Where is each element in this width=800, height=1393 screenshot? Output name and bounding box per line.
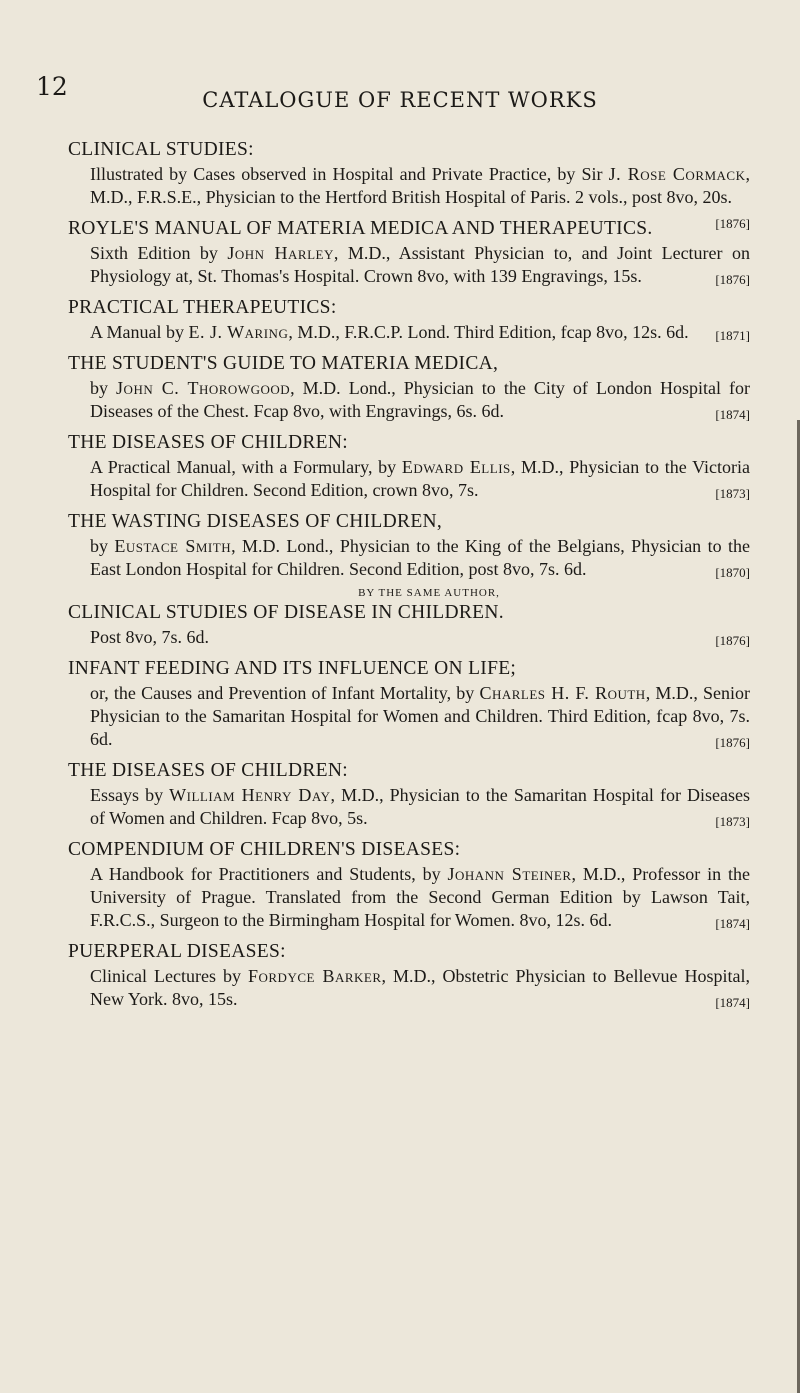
catalogue-entry — [68, 757, 750, 830]
entry-text: Essays by — [90, 785, 170, 805]
entry-text: , M.D., F.R.S.E., Physician to the Hertford British Hospital of Paris. 2 vols., post 8vo, 20s. — [90, 164, 750, 207]
entry-description — [68, 682, 750, 751]
entry-text: A Practical Manual, with a Formulary, by — [90, 457, 402, 477]
entry-text: Illustrated by Cases observed in Hospital and Private Practice, by Sir — [90, 164, 609, 184]
entry-description — [68, 965, 750, 1011]
entry-year: [1871] — [715, 328, 750, 343]
running-head: CATALOGUE OF RECENT WORKS — [202, 88, 598, 112]
entry-description — [68, 242, 750, 288]
entry-title: ROYLE'S MANUAL OF MATERIA MEDICA AND THERAPEUTICS. — [68, 218, 653, 239]
entry-description — [68, 784, 750, 830]
entry-title: INFANT FEEDING AND ITS INFLUENCE ON LIFE; — [68, 658, 517, 679]
entry-title: PUERPERAL DISEASES: — [68, 941, 286, 962]
entry-title: THE STUDENT'S GUIDE TO MATERIA MEDICA, — [68, 353, 499, 374]
entry-year: [1876] — [715, 272, 750, 287]
entry-description — [68, 377, 750, 423]
entry-author: Johann Steiner — [447, 864, 572, 884]
catalogue-entry — [68, 350, 750, 423]
catalogue-entry — [68, 938, 750, 1011]
entry-description — [68, 626, 750, 649]
entry-text: or, the Causes and Prevention of Infant Mortality, by — [90, 683, 480, 703]
entry-text: by — [90, 536, 115, 556]
entry-title: THE WASTING DISEASES OF CHILDREN, — [68, 511, 443, 532]
entry-title: PRACTICAL THERAPEUTICS: — [68, 297, 337, 318]
entry-description — [68, 321, 750, 344]
entry-text: , M.D., Obstetric Physician to Bellevue Hospital, New York. 8vo, 15s. — [90, 966, 751, 1009]
entry-text: , M.D., Senior Physician to the Samaritan Hospital for Women and Children. Third Edition, fcap 8vo, 7s. 6d. — [90, 683, 751, 749]
entry-text: by — [90, 378, 117, 398]
catalogue-entry — [68, 294, 750, 344]
entry-text: , M.D. Lond., Physician to the King of the Belgians, Physician to the East London Hospital for Children. Second Edition, post 8vo, 7s. 6d. — [90, 536, 750, 579]
entry-year: [1876] — [715, 735, 750, 750]
catalogue-entry — [68, 215, 750, 288]
page-number: 12 — [36, 72, 68, 101]
entry-description — [68, 535, 750, 581]
catalogue-entry — [68, 429, 750, 502]
entry-description — [68, 863, 750, 932]
entry-year: [1876] — [715, 633, 750, 648]
catalogue-entry — [68, 655, 750, 751]
entry-year: [1874] — [715, 916, 750, 931]
entry-text: A Manual by — [90, 322, 189, 342]
same-author-note: BY THE SAME AUTHOR, — [358, 587, 500, 599]
entry-title: THE DISEASES OF CHILDREN: — [68, 760, 348, 781]
catalogue-entry — [68, 836, 750, 932]
entry-author: E. J. Waring — [188, 322, 289, 342]
entry-year: [1873] — [715, 486, 750, 501]
entry-text: Post 8vo, 7s. 6d. — [90, 627, 210, 647]
entry-author: John Harley — [227, 243, 334, 263]
entry-author: John C. Thorowgood — [116, 378, 291, 398]
entry-list — [68, 136, 750, 1017]
entry-year: [1873] — [715, 814, 750, 829]
entry-title: CLINICAL STUDIES: — [68, 139, 254, 160]
entry-text: Clinical Lectures by — [90, 966, 248, 986]
entry-title: CLINICAL STUDIES OF DISEASE IN CHILDREN. — [68, 602, 504, 623]
entry-text: A Handbook for Practitioners and Students, by — [90, 864, 448, 884]
entry-text: , M.D., Assistant Physician to, and Joint Lecturer on Physiology at, St. Thomas's Hospital. Crown 8vo, with 139 Engravings, 15s. — [90, 243, 750, 286]
entry-text: , M.D., Professor in the University of Prague. Translated from the Second German Edition by Lawson Tait, F.R.C.S., Surgeon to the Birmingham Hospital for Women. 8vo, 12s. 6d. — [90, 864, 750, 930]
entry-text: Sixth Edition by — [90, 243, 228, 263]
entry-year: [1876] — [715, 216, 750, 231]
entry-author: J. Rose Cormack — [608, 164, 746, 184]
catalogue-entry — [68, 508, 750, 581]
entry-author: Edward Ellis — [401, 457, 511, 477]
entry-author: Fordyce Barker — [247, 966, 382, 986]
entry-text: , M.D., Physician to the Victoria Hospital for Children. Second Edition, crown 8vo, 7s. — [90, 457, 750, 500]
entry-description — [68, 456, 750, 502]
entry-text: , M.D. Lond., Physician to the City of London Hospital for Diseases of the Chest. Fcap 8vo, with Engravings, 6s. 6d. — [90, 378, 751, 421]
entry-title: THE DISEASES OF CHILDREN: — [68, 432, 348, 453]
entry-year: [1874] — [715, 995, 750, 1010]
entry-author: William Henry Day — [169, 785, 331, 805]
catalogue-entry — [68, 599, 750, 649]
entry-text: , M.D., F.R.C.P. Lond. Third Edition, fcap 8vo, 12s. 6d. — [288, 322, 689, 342]
entry-author: Charles H. F. Routh — [479, 683, 646, 703]
entry-year: [1870] — [715, 565, 750, 580]
entry-author: Eustace Smith — [114, 536, 232, 556]
entry-text: , M.D., Physician to the Samaritan Hospital for Diseases of Women and Children. Fcap 8vo, 5s. — [90, 785, 751, 828]
entry-year: [1874] — [715, 407, 750, 422]
entry-title: COMPENDIUM OF CHILDREN'S DISEASES: — [68, 839, 461, 860]
